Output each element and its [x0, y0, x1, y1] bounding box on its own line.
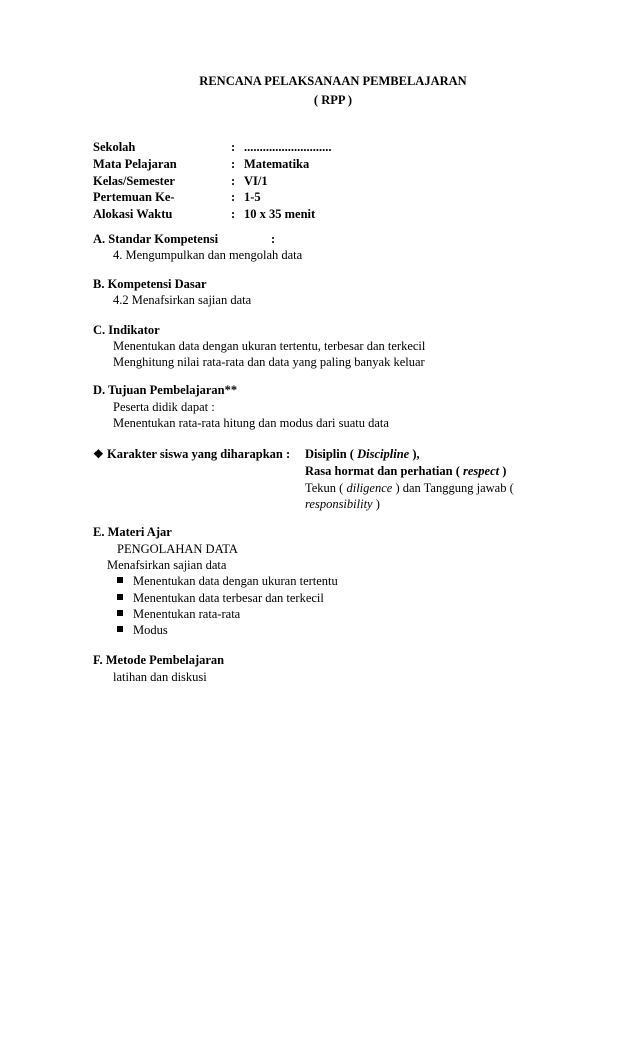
info-colon: :: [231, 190, 236, 204]
section-b-item: 4.2 Menafsirkan sajian data: [113, 293, 252, 307]
info-value-mapel: Matematika: [244, 157, 310, 171]
info-value-alokasi: 10 x 35 menit: [244, 207, 316, 221]
karakter-line-4: responsibility ): [305, 497, 380, 511]
info-colon: :: [231, 207, 236, 221]
info-value-pertemuan: 1-5: [244, 190, 261, 204]
section-e-topic: PENGOLAHAN DATA: [117, 542, 238, 556]
info-value-sekolah: ............................: [244, 140, 332, 154]
section-d-heading: D. Tujuan Pembelajaran**: [93, 383, 238, 397]
info-label-sekolah: Sekolah: [93, 140, 136, 154]
diamond-bullet-icon: ❖: [93, 447, 104, 461]
square-bullet-icon: [117, 626, 123, 632]
document-subtitle: ( RPP ): [313, 93, 353, 107]
section-f-item: latihan dan diskusi: [113, 670, 207, 684]
square-bullet-icon: [117, 594, 123, 600]
section-b-heading: B. Kompetensi Dasar: [93, 277, 207, 291]
section-a-colon: :: [271, 232, 276, 246]
section-d-item-2: Menentukan rata-rata hitung dan modus dari suatu data: [113, 416, 389, 430]
section-c-item-1: Menentukan data dengan ukuran tertentu, terbesar dan terkecil: [113, 339, 426, 353]
list-item: Menentukan rata-rata: [117, 606, 240, 623]
karakter-line-1: Disiplin ( Discipline ),: [305, 447, 420, 461]
info-value-kelas: VI/1: [244, 174, 268, 188]
document-title: RENCANA PELAKSANAAN PEMBELAJARAN: [199, 74, 467, 88]
info-label-pertemuan: Pertemuan Ke-: [93, 190, 175, 204]
karakter-line-2: Rasa hormat dan perhatian ( respect ): [305, 464, 507, 478]
info-label-mapel: Mata Pelajaran: [93, 157, 177, 171]
section-a-item: 4. Mengumpulkan dan mengolah data: [113, 248, 303, 262]
info-colon: :: [231, 157, 236, 171]
list-item: Modus: [117, 622, 168, 639]
section-a-heading: A. Standar Kompetensi: [93, 232, 219, 246]
list-item: Menentukan data dengan ukuran tertentu: [117, 573, 338, 590]
karakter-row: [93, 446, 290, 463]
list-item: Menentukan data terbesar dan terkecil: [117, 590, 324, 607]
info-label-alokasi: Alokasi Waktu: [93, 207, 173, 221]
section-f-heading: F. Metode Pembelajaran: [93, 653, 225, 667]
section-c-heading: C. Indikator: [93, 323, 160, 337]
info-colon: :: [231, 140, 236, 154]
info-label-kelas: Kelas/Semester: [93, 174, 175, 188]
info-colon: :: [231, 174, 236, 188]
section-d-item-1: Peserta didik dapat :: [113, 400, 215, 414]
square-bullet-icon: [117, 577, 123, 583]
square-bullet-icon: [117, 610, 123, 616]
section-c-item-2: Menghitung nilai rata-rata dan data yang paling banyak keluar: [113, 355, 425, 369]
section-e-heading: E. Materi Ajar: [93, 525, 172, 539]
karakter-line-3: Tekun ( diligence ) dan Tanggung jawab (: [305, 481, 514, 495]
section-e-sub: Menafsirkan sajian data: [107, 558, 227, 572]
karakter-label: Karakter siswa yang diharapkan :: [107, 447, 291, 461]
